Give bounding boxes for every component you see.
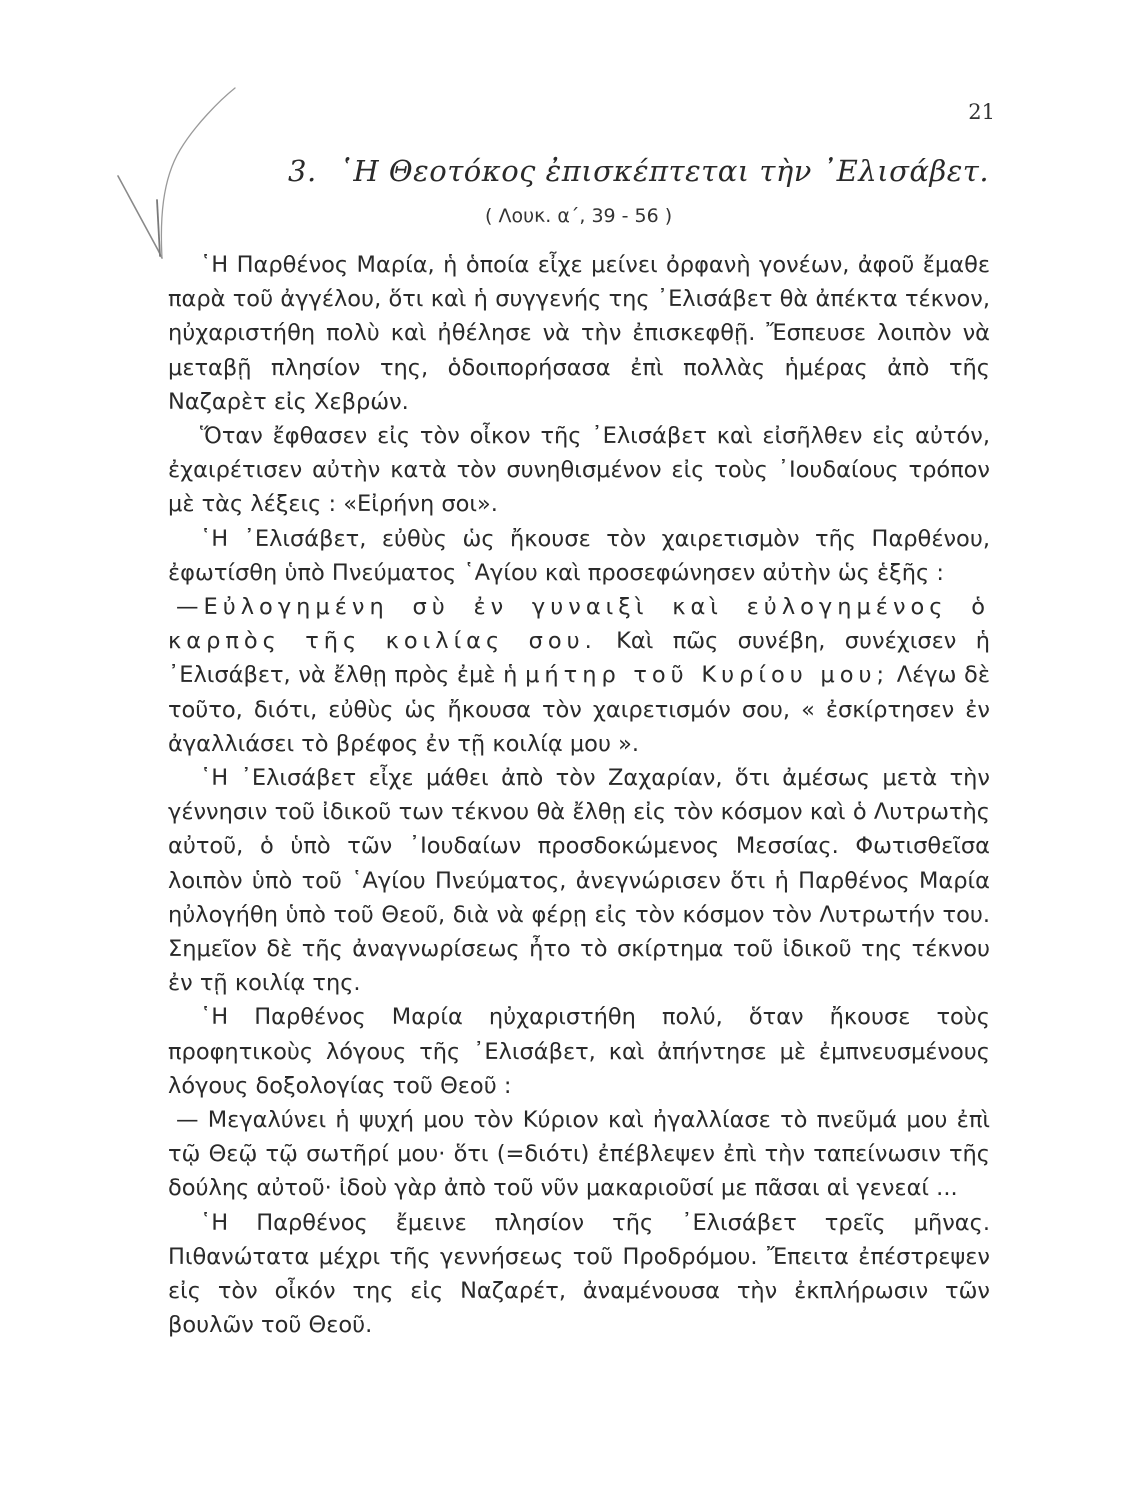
chapter-number: 3. (288, 154, 317, 188)
chapter-title: ῾Η Θεοτόκος ἐπισκέπτεται τὴν ᾿Ελισάβετ. (338, 154, 990, 188)
paragraph-3: ῾Η ᾿Ελισάβετ, εὐθὺς ὡς ἤκουσε τὸν χαιρετισμὸν τῆς Παρθένου, ἐφωτίσθη ὑπὸ Πνεύματος ῾Αγίου καὶ προσεφώνησεν αὐτὴν ὡς ἑξῆς : (168, 525, 990, 586)
greeting-continuation-a: Καὶ πῶς συνέβη, συνέχισεν ἡ ᾿Ελισάβετ, νὰ ἔλθῃ πρὸς ἐμὲ ἡ (168, 628, 990, 689)
paragraph-6-magnificat: — Μεγαλύνει ἡ ψυχή μου τὸν Κύριον καὶ ἠγαλλίασε τὸ πνεῦμά μου ἐπὶ τῷ Θεῷ τῷ σωτῆρί μου· ὅτι (=διότι) ἐπέβλεψεν ἐπὶ τὴν ταπείνωσιν τῆς δούλης αὐτοῦ· ἰδοὺ γὰρ ἀπὸ τοῦ νῦν μακαριοῦσί με πᾶσαι αἱ γενεαί ... (168, 1107, 990, 1202)
paragraph-7: ῾Η Παρθένος ἔμεινε πλησίον τῆς ᾿Ελισάβετ τρεῖς μῆνας. Πιθανώτατα μέχρι τῆς γεννήσεως τοῦ Προδρόμου. Ἔπειτα ἐπέστρεψεν εἰς τὸν οἶκόν της εἰς Ναζαρέτ, ἀναμένουσα τὴν ἐκπλήρωσιν τῶν βουλῶν τοῦ Θεοῦ. (168, 1209, 990, 1339)
mother-of-lord-spaced-text: μήτηρ τοῦ Κυρίου μου; (525, 662, 890, 689)
page-number: 21 (968, 100, 995, 124)
paragraph-1: ῾Η Παρθένος Μαρία, ἡ ὁποία εἶχε μείνει ὀρφανὴ γονέων, ἀφοῦ ἔμαθε παρὰ τοῦ ἀγγέλου, ὅτι καὶ ἡ συγγενής της ᾿Ελισάβετ θὰ ἀπέκτα τέκνον, ηὐχαριστήθη πολὺ καὶ ἠθέλησε νὰ τὴν ἐπισκεφθῇ. Ἔσπευσε λοιπὸν νὰ μεταβῇ πλησίον της, ὁδοιπορήσασα ἐπὶ πολλὰς ἡμέρας ἀπὸ τῆς Ναζαρὲτ εἰς Χεβρών. (168, 252, 990, 415)
body-text (168, 248, 990, 1343)
paragraph-5: ῾Η Παρθένος Μαρία ηὐχαριστήθη πολύ, ὅταν ἤκουσε τοὺς προφητικοὺς λόγους τῆς ᾿Ελισάβετ, καὶ ἀπήντησε μὲ ἐμπνευσμένους λόγους δοξολογίας τοῦ Θεοῦ : (168, 1004, 990, 1099)
paragraph-2: Ὅταν ἔφθασεν εἰς τὸν οἶκον τῆς ᾿Ελισάβετ καὶ εἰσῆλθεν εἰς αὐτόν, ἐχαιρέτισεν αὐτὴν κατὰ τὸν συνηθισμένον εἰς τοὺς ᾿Ιουδαίους τρόπον μὲ τὰς λέξεις : «Εἰρήνη σοι». (168, 423, 990, 518)
paragraph-3-dialogue (168, 590, 990, 761)
greeting-spaced-text: —Εὐλογημένη σὺ ἐν γυναιξὶ καὶ εὐλογημένος ὁ καρπὸς τῆς κοιλίας σου. (168, 594, 990, 655)
chapter-heading (288, 154, 989, 188)
chapter-reference: ( Λουκ. α΄, 39 - 56 ) (485, 205, 673, 227)
paragraph-4: ῾Η ᾿Ελισάβετ εἶχε μάθει ἀπὸ τὸν Ζαχαρίαν, ὅτι ἀμέσως μετὰ τὴν γέννησιν τοῦ ἰδικοῦ των τέκνου θὰ ἔλθῃ εἰς τὸν κόσμον καὶ ὁ Λυτρωτὴς αὐτοῦ, ὁ ὑπὸ τῶν ᾿Ιουδαίων προσδοκώμενος Μεσσίας. Φωτισθεῖσα λοιπὸν ὑπὸ τοῦ ῾Αγίου Πνεύματος, ἀνεγνώρισεν ὅτι ἡ Παρθένος Μαρία ηὐλογήθη ὑπὸ τοῦ Θεοῦ, διὰ νὰ φέρῃ εἰς τὸν κόσμον τὸν Λυτρωτήν του. Σημεῖον δὲ τῆς ἀναγνωρίσεως ἦτο τὸ σκίρτημα τοῦ ἰδικοῦ της τέκνου ἐν τῇ κοιλίᾳ της. (168, 765, 990, 997)
greeting-continuation-b: Λέγω δὲ τοῦτο, διότι, εὐθὺς ὡς ἤκουσα τὸν χαιρετισμόν σου, « ἐσκίρτησεν ἐν ἀγαλλιάσει τὸ βρέφος ἐν τῇ κοιλίᾳ μου ». (168, 662, 990, 757)
